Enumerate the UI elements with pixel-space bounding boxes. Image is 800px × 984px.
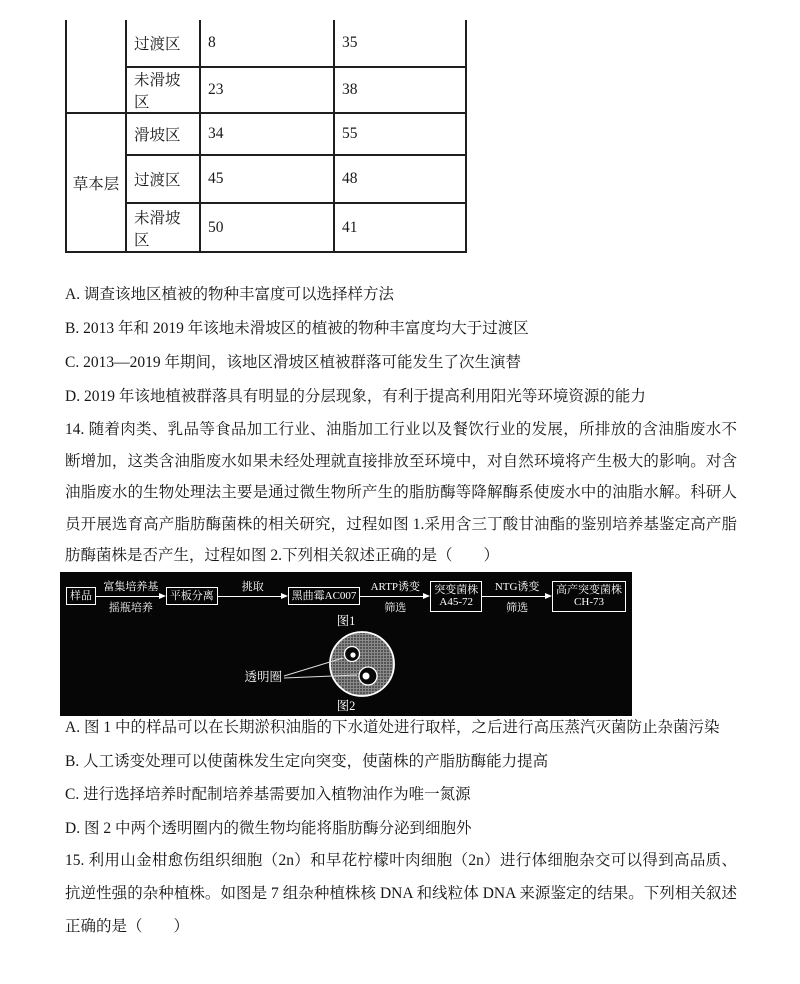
region-cell: 未滑坡区 <box>126 203 200 252</box>
figure-panel <box>60 572 632 716</box>
breeding-flowchart <box>66 578 626 614</box>
figure-2-label: 图2 <box>336 699 356 713</box>
value-cell: 41 <box>334 203 466 252</box>
flow-arrow-artp: ARTP诱变 筛选 <box>360 578 430 614</box>
arrow-shaft <box>482 596 550 597</box>
option-a: A. 图 1 中的样品可以在长期淤积油脂的下水道处进行取样，之后进行高压蒸汽灭菌防止杂菌污染 <box>65 719 720 736</box>
option-c: C. 2013—2019 年期间，该地区滑坡区植被群落可能发生了次生演替 <box>65 354 521 371</box>
flow-box-sample: 样品 <box>66 587 96 606</box>
arrow-shaft <box>218 596 286 597</box>
value-cell: 38 <box>334 67 466 113</box>
species-richness-table <box>65 20 467 253</box>
value-cell: 55 <box>334 113 466 155</box>
layer-cell <box>66 20 126 113</box>
value-cell: 23 <box>200 67 334 113</box>
value-cell: 50 <box>200 203 334 252</box>
option-d: D. 2019 年该地植被群落具有明显的分层现象，有利于提高利用阳光等环境资源的能力 <box>65 388 646 405</box>
arrow-shaft <box>360 596 428 597</box>
value-cell: 34 <box>200 113 334 155</box>
table-row <box>66 67 466 113</box>
question-14-options <box>65 711 737 845</box>
option-d: D. 图 2 中两个透明圈内的微生物均能将脂肪酶分泌到细胞外 <box>65 819 472 837</box>
arrow-shaft <box>96 596 164 597</box>
table-row <box>66 155 466 203</box>
question-15-stem: 15. 利用山金柑愈伤组织细胞（2n）和早花柠檬叶肉细胞（2n）进行体细胞杂交可以得到高品质、抗逆性强的杂种植株。如图是 7 组杂种植株核 DNA 和线粒体 DNA 来源鉴定的结果。下列相关叙述正确的是（ ） <box>65 852 737 935</box>
question-13-options <box>65 278 737 414</box>
colony-dot <box>363 673 370 680</box>
flow-arrow-ntg: NTG诱变 筛选 <box>482 578 552 614</box>
option-c: C. 进行选择培养时配制培养基需要加入植物油作为唯一氮源 <box>65 786 471 803</box>
region-cell: 过渡区 <box>126 20 200 67</box>
region-cell: 滑坡区 <box>126 113 200 155</box>
table-row <box>66 113 466 155</box>
petri-dish <box>330 632 394 696</box>
table-row <box>66 203 466 252</box>
question-14-stem: 14. 随着肉类、乳品等食品加工行业、油脂加工行业以及餐饮行业的发展，所排放的含油脂废水不断增加，这类含油脂废水如果未经处理就直接排放至环境中，对自然环境将产生极大的影响。对含油脂废水的生物处理法主要是通过微生物所产生的脂肪酶等降解酶系使废水中的油脂水解。科研人员开展选育高产脂肪酶菌株的相关研究，过程如图 1.采用含三丁酸甘油酯的鉴别培养基鉴定高产脂肪酶菌株是否产生，过程如图 2.下列相关叙述正确的是（ ） <box>65 421 737 564</box>
value-cell: 35 <box>334 20 466 67</box>
figure-1-label: 图1 <box>336 614 356 628</box>
value-cell: 45 <box>200 155 334 203</box>
flow-box-plate-separation: 平板分离 <box>166 587 218 606</box>
region-cell: 未滑坡区 <box>126 67 200 113</box>
flow-box-aspergillus: 黑曲霉AC007 <box>288 587 361 606</box>
flow-arrow-enrichment: 富集培养基 摇瓶培养 <box>96 578 166 614</box>
option-b: B. 人工诱变处理可以使菌株发生定向突变，使菌株的产脂肪酶能力提高 <box>65 752 549 770</box>
option-a: A. 调查该地区植被的物种丰富度可以选择样方法 <box>65 286 394 303</box>
flow-arrow-pick: 挑取 <box>218 578 288 614</box>
flow-box-high-yield-strain: 高产突变菌株 CH-73 <box>552 581 626 612</box>
value-cell: 8 <box>200 20 334 67</box>
clear-zone-label: 透明圈 <box>244 670 282 684</box>
flow-box-mutant-strain: 突变菌株 A45-72 <box>430 581 482 612</box>
petri-dish-diagram <box>66 629 626 699</box>
value-cell: 48 <box>334 155 466 203</box>
option-b: B. 2013 年和 2019 年该地未滑坡区的植被的物种丰富度均大于过渡区 <box>65 320 529 337</box>
table-row <box>66 20 466 67</box>
region-cell: 过渡区 <box>126 155 200 203</box>
layer-cell: 草本层 <box>66 113 126 252</box>
colony-dot <box>350 652 355 657</box>
